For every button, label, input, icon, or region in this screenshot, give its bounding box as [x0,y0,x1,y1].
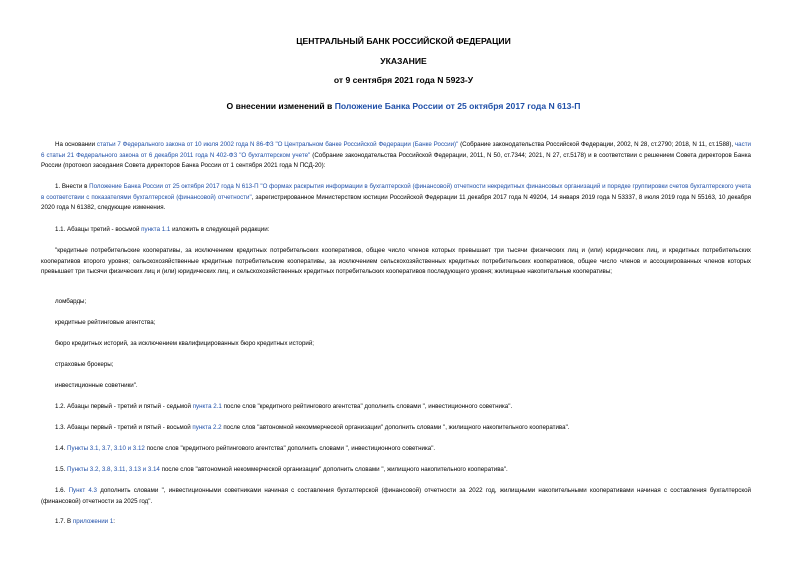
regulation-613p-link[interactable]: Положение Банка России от 25 октября 2017 года N 613-П "О формах раскрытия информации в бухгалтерской (финансовой) отчетности некредитных финансовых организаций и порядке группировки счетов бухгалтерского учета в соответствии с показателями бухгалтерской (финансовой) отчетности" [41,183,751,201]
clause-1-1-link[interactable]: пункта 1.1 [141,226,171,233]
law-402-fz-link[interactable]: части 6 статьи 21 Федерального закона от 6 декабря 2011 года N 402-ФЗ "О бухгалтерском учете" [41,141,751,159]
paragraph-1-6 [41,486,751,507]
paragraph-1-5 [55,465,751,476]
org-heading: ЦЕНТРАЛЬНЫЙ БАНК РОССИЙСКОЙ ФЕДЕРАЦИИ [296,36,511,46]
quote-line-investment-advisers: инвестиционные советники". [55,382,138,389]
quote-main: "кредитные потребительские кооперативы, за исключением кредитных потребительских кооперативов, общее число членов которых превышает три тысячи физических лиц и (или) юридических лиц, и кредитных потребительских кооперативов второго уровня; сельскохозяйственные кредитные потребительские кооперативы, за исключением сельскохозяйственных кредитных потребительских кооперативов, общее число членов и ассоциированных членов которых превышает три тысячи физических лиц и (или) юридических лиц, и сельскохозяйственных кредитных потребительских кооперативов последующего уровня; жилищные накопительные кооперативы; [41,247,751,276]
quote-line-pawnshops: ломбарды; [55,298,87,305]
p1-7-text-2: : [113,518,115,525]
intro-text-2: (Собрание законодательства Российской Федерации, 2002, N 28, ст.2790; 2018, N 11, ст.1588), [458,141,735,148]
p1-text-2: , зарегистрированное Министерством юстиции Российской Федерации 11 декабря 2017 года N 49204, 14 января 2019 года N 53337, 8 июля 2019 года N 55163, 10 декабря 2020 года N 61382, следующие изменения. [41,193,751,212]
clause-4-3-link[interactable]: Пункт 4.3 [68,487,97,494]
p1-4-text-1: 1.4. [55,445,68,452]
clause-2-1-link[interactable]: пункта 2.1 [192,403,222,410]
p1-5-text-1: 1.5. [55,466,68,473]
intro-paragraph [41,140,751,172]
paragraph-1-2 [55,402,751,413]
doc-subject [0,101,807,111]
p1-2-text-2: после слов "кредитного рейтингового агентства" дополнить словами ", инвестиционного советника". [221,403,513,410]
p1-6-text-2: дополнить словами ", инвестиционными советниками начиная с составления бухгалтерской (финансовой) отчетности за 2022 год, жилищными накопительными кооперативами начиная с составления бухгалтерской (финансовой) отчетности за 2025 год". [41,487,752,505]
doc-type-heading: УКАЗАНИЕ [380,56,427,66]
p1-2-text-1: 1.2. Абзацы первый - третий и пятый - седьмой [55,403,193,410]
p1-3-text-1: 1.3. Абзацы первый - третий и пятый - восьмой [55,424,193,431]
intro-text-1: На основании [55,141,97,148]
p1-text-1: 1. Внести в [55,183,90,190]
p1-1-text-2: изложить в следующей редакции: [170,226,270,233]
paragraph-1-4 [55,444,751,455]
p1-7-text-1: 1.7. В [55,518,73,525]
p1-3-text-2: после слов "автономной некоммерческой организации" дополнить словами ", жилищного накопительного кооператива". [221,424,570,431]
paragraph-1-3 [55,423,751,434]
doc-date-number: от 9 сентября 2021 года N 5923-У [333,75,474,85]
quote-line-credit-bureaus: бюро кредитных историй, за исключением квалифицированных бюро кредитных историй; [55,340,315,347]
subject-prefix: О внесении изменений в [226,101,335,111]
paragraph-1 [41,182,751,214]
appendix-1-link[interactable]: приложении 1 [72,518,114,525]
quote-line-insurance-brokers: страховые брокеры; [55,361,114,368]
p1-5-text-2: после слов "автономной некоммерческой организации" дополнить словами ", жилищного накопительного кооператива". [159,466,508,473]
paragraph-1-7 [55,517,751,528]
p1-1-text-1: 1.1. Абзацы третий - восьмой [55,226,142,233]
quote-line-rating-agencies: кредитные рейтинговые агентства; [55,319,156,326]
clauses-3-1-link[interactable]: Пункты 3.1, 3.7, 3.10 и 3.12 [67,445,145,452]
paragraph-1-1 [55,225,751,236]
clauses-3-2-link[interactable]: Пункты 3.2, 3.8, 3.11, 3.13 и 3.14 [67,466,160,473]
subject-link[interactable]: Положение Банка России от 25 октября 2017 года N 613-П [334,101,581,111]
clause-2-2-link[interactable]: пункта 2.2 [192,424,222,431]
intro-text-3: (Собрание законодательства Российской Федерации, 2011, N 50, ст.7344; 2021, N 27, ст.5178) и в соответствии с решением Совета директоров Банка России (протокол заседания Совета директоров Банка России от 1 сентября 2021 года N ПСД-20): [41,151,751,170]
p1-4-text-2: после слов "кредитного рейтингового агентства" дополнить словами ", инвестиционного советника". [144,445,436,452]
law-86-fz-link[interactable]: статьи 7 Федерального закона от 10 июля 2002 года N 86-ФЗ "О Центральном банке Российской Федерации (Банке России)" [96,141,459,148]
p1-6-text-1: 1.6. [55,487,69,494]
